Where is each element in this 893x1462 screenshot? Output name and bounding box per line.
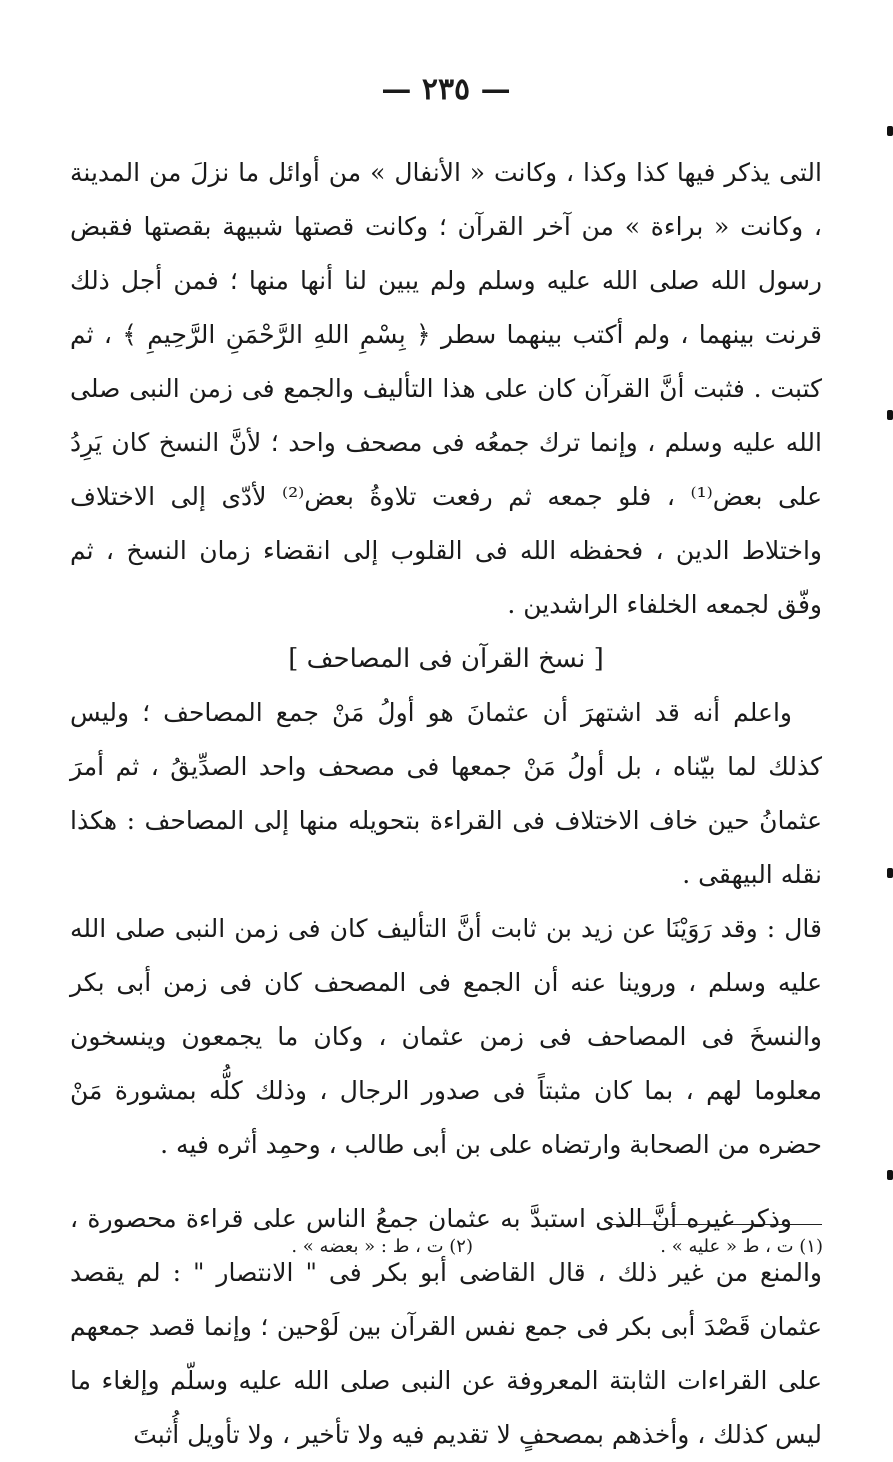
footnote-divider (608, 1224, 822, 1225)
paragraph-2: واعلم أنه قد اشتهرَ أن عثمانَ هو أولُ مَنْ جمع المصاحف ؛ وليس كذلك لما بيّناه ، بل أولُ مَنْ جمعها فى مصحف واحد الصدِّيقُ ، ثم أمرَ عثمانُ حين خاف الاختلاف فى القراءة بتحويله منها إلى المصاحف : هكذا نقله البيهقى . (70, 698, 822, 889)
paragraph-1: التى يذكر فيها كذا وكذا ، وكانت « الأنفال » من أوائل ما نزلَ من المدينة ، وكانت « براءة » من آخر القرآن ؛ وكانت قصتها شبيهة بقصتها فقبض رسول الله صلى الله عليه وسلم ولم يبين لنا أنها منها ؛ فمن أجل ذلك قرنت بينهما ، ولم أكتب بينهما سطر ﴿ بِسْمِ اللهِ الرَّحْمَنِ الرَّحِيمِ ﴾ ، ثم كتبت . فثبت أنَّ القرآن كان على هذا التأليف والجمع فى زمن النبى صلى الله عليه وسلم ، وإنما ترك جمعُه فى مصحف واحد ؛ لأنَّ النسخ كان يَرِدُ على بعض⁽¹⁾ ، فلو جمعه ثم رفعت تلاوةُ بعض⁽²⁾ لأدّى إلى الاختلاف واختلاط الدين ، فحفظه الله فى القلوب إلى انقضاء زمان النسخ ، ثم وفّق لجمعه الخلفاء الراشدين . (70, 158, 822, 619)
margin-mark (887, 868, 893, 878)
page-number: — ٢٣٥ — (381, 72, 511, 107)
section-heading: [ نسخ القرآن فى المصاحف ] (288, 644, 604, 674)
paragraph-3: قال : وقد رَوَيْنَا عن زيد بن ثابت أنَّ التأليف كان فى زمن النبى صلى الله عليه وسلم ، وروينا عنه أن الجمع فى المصحف كان فى زمن أبى بكر والنسخَ فى المصاحف فى زمن عثمان ، وكان ما يجمعون وينسخون معلوما لهم ، بما كان مثبتاً فى صدور الرجال ، وذلك كلُّه بمشورة مَنْ حضره من الصحابة وارتضاه على بن أبى طالب ، وحمِد أثره فيه . (70, 914, 822, 1159)
margin-mark (887, 410, 893, 420)
margin-mark (887, 1170, 893, 1180)
margin-mark (887, 126, 893, 136)
paragraph-4: وذكر غيره أنَّ الذى استبدَّ به عثمان جمعُ الناس على قراءة محصورة ، والمنع من غير ذلك ، قال القاضى أبو بكر فى " الانتصار " : لم يقصد عثمان قَصْدَ أبى بكر فى جمع نفس القرآن بين لَوْحين ؛ وإنما قصد جمعهم على القراءات الثابتة المعروفة عن النبى صلى الله عليه وسلّم وإلغاء ما ليس كذلك ، وأخذهم بمصحفٍ لا تقديم فيه ولا تأخير ، ولا تأويل أُثبتَ (70, 1204, 822, 1449)
footnote-1: (١) ت ، ط « عليه » . (660, 1236, 823, 1257)
paragraph-gap (70, 1172, 822, 1192)
footnote-2: (٢) ت ، ط : « بعضه » . (291, 1236, 473, 1257)
